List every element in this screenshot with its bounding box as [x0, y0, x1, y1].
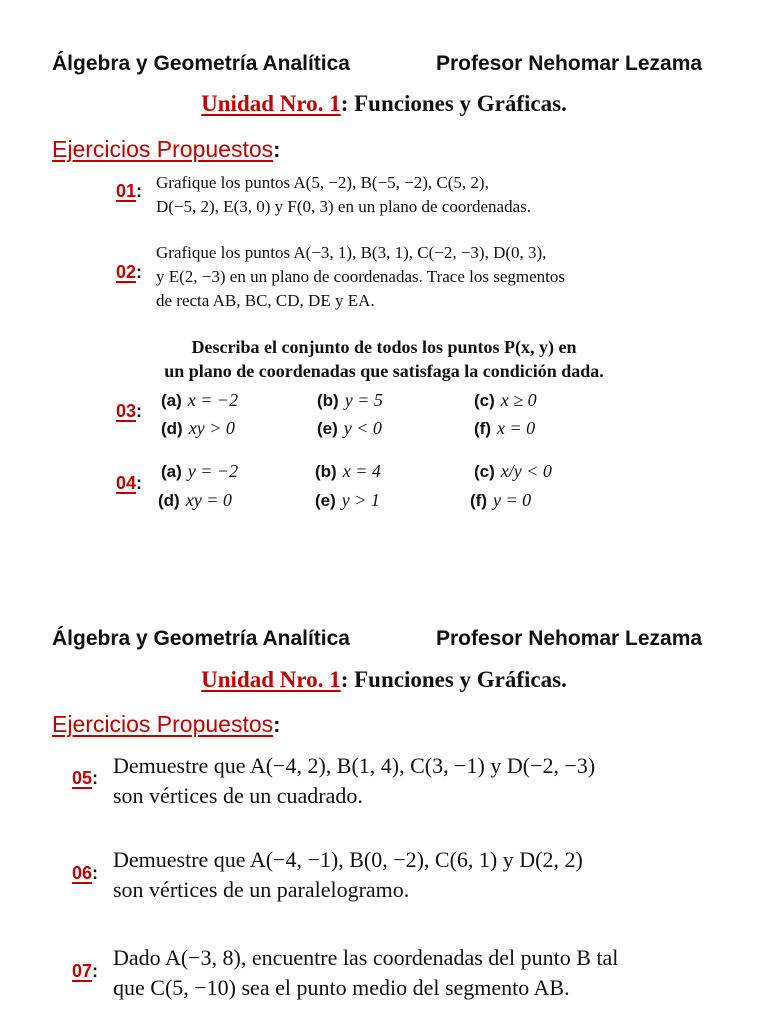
unit-subtitle-2: : Funciones y Gráficas.: [340, 667, 567, 692]
exercise-07-text: [113, 943, 618, 1003]
section-heading: [52, 136, 280, 163]
exercise-05-line-2: son vértices de un cuadrado.: [113, 783, 363, 808]
unit-heading: [0, 91, 768, 117]
exercise-01-line-1: Grafique los puntos A(5, −2), B(−5, −2), C(5, 2),: [156, 173, 489, 192]
instruction: [0, 335, 768, 383]
ex04-option-b: (b) x = 4: [315, 461, 381, 481]
exercise-number-05: 05:: [72, 768, 99, 788]
exercise-05-text: [113, 751, 595, 811]
exercise-01-text: [156, 171, 531, 219]
exercise-07-line-1: Dado A(−3, 8), encuentre las coordenadas del punto B tal: [113, 945, 619, 970]
exercise-07-line-2: que C(5, −10) sea el punto medio del segmento AB.: [113, 975, 570, 1000]
exercise-number-03: 03:: [116, 401, 143, 421]
section-title: Ejercicios Propuestos: [52, 136, 274, 162]
ex03-option-f: (f) x = 0: [474, 418, 536, 438]
unit-subtitle: : Funciones y Gráficas.: [340, 91, 567, 116]
course-title: Álgebra y Geometría Analítica: [52, 52, 350, 75]
exercise-number-01: 01:: [116, 181, 143, 201]
instruction-line-1: Describa el conjunto de todos los puntos P(x, y) en: [191, 337, 577, 357]
exercise-02-line-1: Grafique los puntos A(−3, 1), B(3, 1), C(−2, −3), D(0, 3),: [156, 243, 547, 262]
unit-heading-2: [0, 667, 768, 693]
ex03-option-b: (b) y = 5: [317, 390, 383, 410]
ex03-option-e: (e) y < 0: [317, 418, 382, 438]
section-title-2: Ejercicios Propuestos: [52, 711, 274, 737]
ex04-option-d: (d) xy = 0: [158, 490, 232, 510]
exercise-06-line-1: Demuestre que A(−4, −1), B(0, −2), C(6, 1) y D(2, 2): [113, 847, 583, 872]
instruction-line-2: un plano de coordenadas que satisfaga la condición dada.: [164, 361, 604, 381]
professor-name-2: Profesor Nehomar Lezama: [436, 627, 703, 650]
ex03-option-c: (c) x ≥ 0: [474, 390, 537, 410]
ex04-option-e: (e) y > 1: [315, 490, 380, 510]
ex04-option-c: (c) x/y < 0: [474, 461, 552, 481]
exercise-02-line-3: de recta AB, BC, CD, DE y EA.: [156, 291, 375, 310]
exercise-01-line-2: D(−5, 2), E(3, 0) y F(0, 3) en un plano de coordenadas.: [156, 197, 531, 216]
unit-title-2: Unidad Nro. 1: [201, 667, 341, 692]
section-heading-2: [52, 711, 280, 738]
ex03-option-d: (d) xy > 0: [161, 418, 235, 438]
exercise-number-04: 04:: [116, 473, 143, 493]
exercise-number-06: 06:: [72, 863, 99, 883]
exercise-06-text: [113, 845, 583, 905]
section-colon-2: :: [273, 712, 281, 737]
professor-name: Profesor Nehomar Lezama: [436, 52, 703, 75]
ex04-option-a: (a) y = −2: [161, 461, 239, 481]
ex03-option-a: (a) x = −2: [161, 390, 239, 410]
ex04-option-f: (f) y = 0: [470, 490, 532, 510]
section-colon: :: [273, 137, 281, 162]
exercise-06-line-2: son vértices de un paralelogramo.: [113, 877, 410, 902]
exercise-number-07: 07:: [72, 961, 99, 981]
unit-title: Unidad Nro. 1: [201, 91, 341, 116]
exercise-02-text: [156, 241, 565, 313]
exercise-02-line-2: y E(2, −3) en un plano de coordenadas. Trace los segmentos: [156, 267, 565, 286]
course-title-2: Álgebra y Geometría Analítica: [52, 627, 350, 650]
exercise-05-line-1: Demuestre que A(−4, 2), B(1, 4), C(3, −1) y D(−2, −3): [113, 753, 596, 778]
exercise-number-02: 02:: [116, 262, 143, 282]
